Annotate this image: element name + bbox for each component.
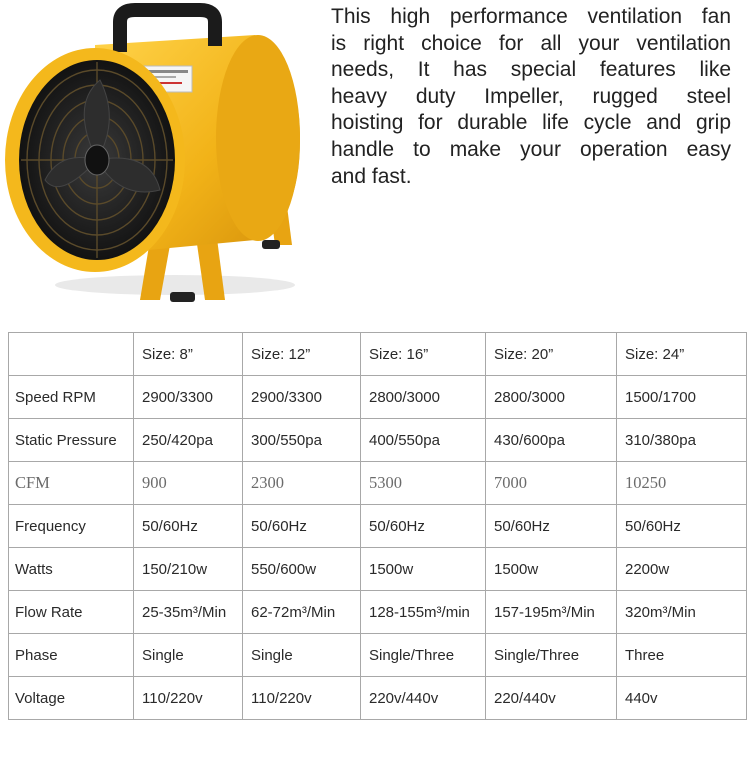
description-line: handle to make your operation easy [331, 137, 731, 161]
table-header-cell: Size: 12” [243, 333, 361, 376]
table-cell: 250/420pa [134, 419, 243, 462]
description-line: and fast. [331, 164, 412, 188]
description-line: This high performance ventilation fan [331, 5, 731, 28]
row-label: Phase [9, 634, 134, 677]
table-cell: 900 [134, 462, 243, 505]
ventilation-fan-image [0, 0, 320, 305]
table-cell: 310/380pa [617, 419, 747, 462]
table-cell: 2900/3300 [134, 376, 243, 419]
table-row [9, 591, 747, 634]
table-cell: 1500w [361, 548, 486, 591]
product-description [331, 4, 731, 190]
table-cell: 7000 [486, 462, 617, 505]
table-row [9, 419, 747, 462]
description-line: hoisting for durable life cycle and grip [331, 111, 731, 135]
table-cell: 5300 [361, 462, 486, 505]
table-cell: 220/440v [486, 677, 617, 720]
table-row [9, 376, 747, 419]
table-cell: Single [243, 634, 361, 677]
table-cell: 50/60Hz [617, 505, 747, 548]
description-line: needs, It has special features like [331, 58, 731, 82]
row-label: Speed RPM [9, 376, 134, 419]
table-row [9, 548, 747, 591]
row-label: Static Pressure [9, 419, 134, 462]
table-cell: Single/Three [486, 634, 617, 677]
table-cell: 62-72m³/Min [243, 591, 361, 634]
table-cell: 50/60Hz [134, 505, 243, 548]
table-cell: 128-155m³/min [361, 591, 486, 634]
row-label: Flow Rate [9, 591, 134, 634]
table-cell: Single/Three [361, 634, 486, 677]
table-cell: 400/550pa [361, 419, 486, 462]
row-label: Frequency [9, 505, 134, 548]
table-header-cell: Size: 20” [486, 333, 617, 376]
table-cell: Three [617, 634, 747, 677]
table-cell: 50/60Hz [361, 505, 486, 548]
table-cell: 110/220v [243, 677, 361, 720]
table-row [9, 505, 747, 548]
table-header-row [9, 333, 747, 376]
table-cell: 430/600pa [486, 419, 617, 462]
table-row [9, 677, 747, 720]
table-cell: 150/210w [134, 548, 243, 591]
table-cell: 10250 [617, 462, 747, 505]
table-cell: 2800/3000 [361, 376, 486, 419]
table-header-cell [9, 333, 134, 376]
spec-table [8, 332, 746, 711]
table-cell: 220v/440v [361, 677, 486, 720]
table-cell: 2300 [243, 462, 361, 505]
row-label: Watts [9, 548, 134, 591]
table-header-cell: Size: 24” [617, 333, 747, 376]
table-cell: 50/60Hz [486, 505, 617, 548]
table-cell: 1500/1700 [617, 376, 747, 419]
description-line: is right choice for all your ventilation [331, 31, 731, 55]
table-cell: 2800/3000 [486, 376, 617, 419]
table-cell: 157-195m³/Min [486, 591, 617, 634]
table-cell: 550/600w [243, 548, 361, 591]
table-row [9, 462, 747, 505]
table-cell: 25-35m³/Min [134, 591, 243, 634]
table-cell: 440v [617, 677, 747, 720]
table-cell: 1500w [486, 548, 617, 591]
table-cell: 300/550pa [243, 419, 361, 462]
description-line: heavy duty Impeller, rugged steel [331, 84, 731, 108]
table-cell: 320m³/Min [617, 591, 747, 634]
table-header-cell: Size: 8” [134, 333, 243, 376]
table-cell: Single [134, 634, 243, 677]
table-cell: 2900/3300 [243, 376, 361, 419]
table-cell: 2200w [617, 548, 747, 591]
row-label: CFM [9, 462, 134, 505]
table-cell: 110/220v [134, 677, 243, 720]
table-header-cell: Size: 16” [361, 333, 486, 376]
table-cell: 50/60Hz [243, 505, 361, 548]
table-row [9, 634, 747, 677]
row-label: Voltage [9, 677, 134, 720]
